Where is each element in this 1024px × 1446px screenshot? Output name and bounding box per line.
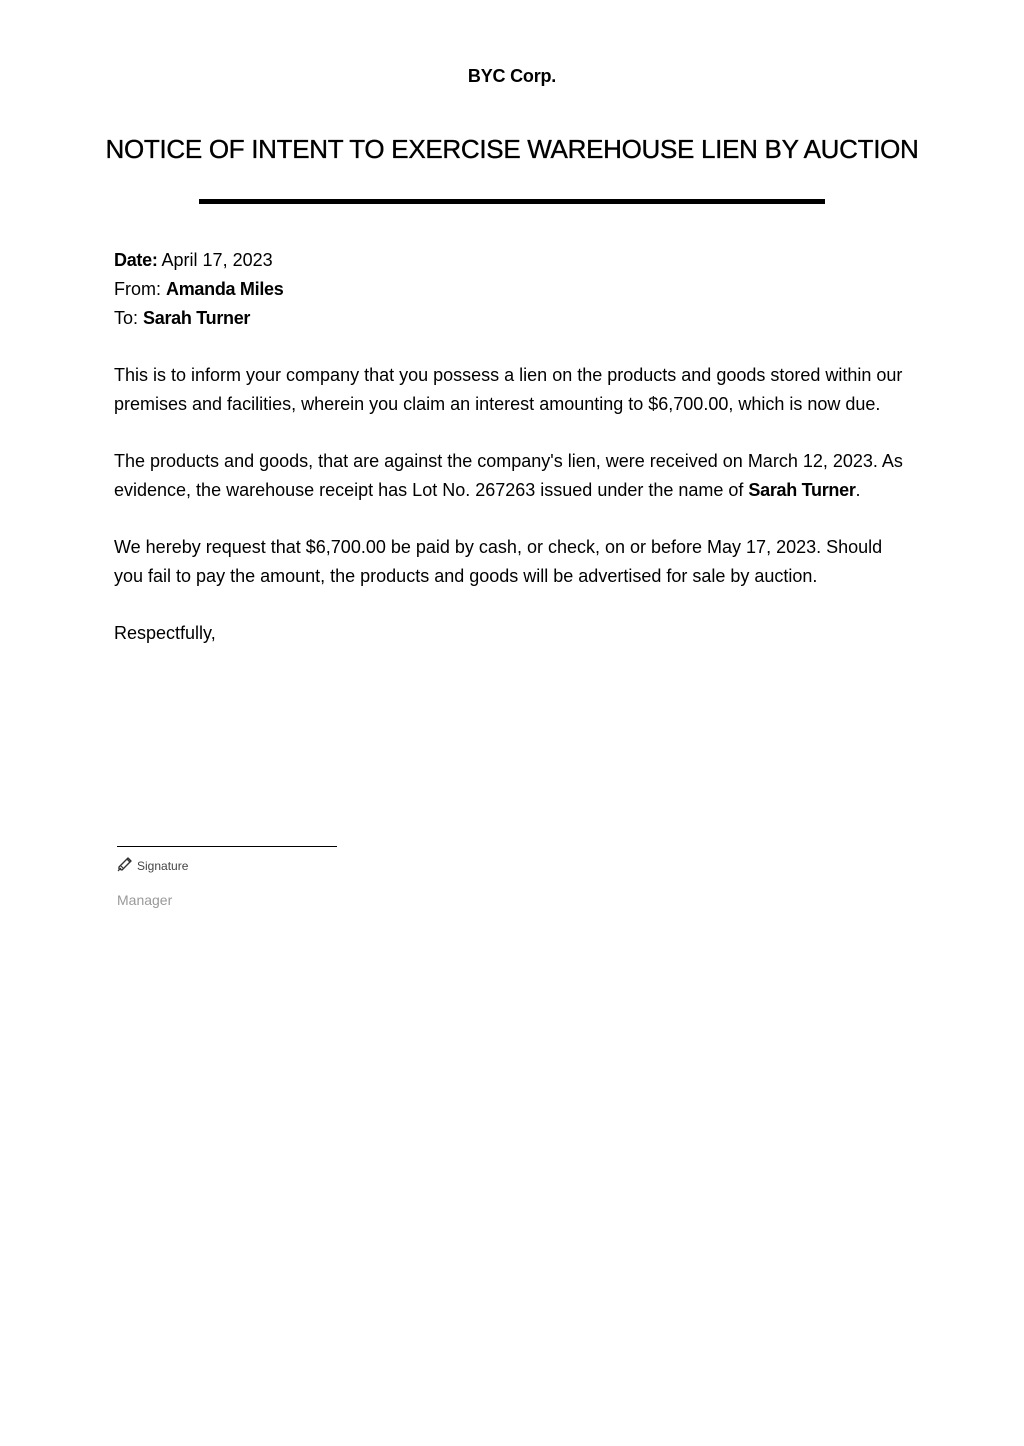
to-label: To: xyxy=(114,308,139,328)
paragraph-evidence-name: Sarah Turner xyxy=(748,480,856,500)
paragraph-lien: This is to inform your company that you possess a lien on the products and goods stored within our premises and facilities, wherein you claim an interest amounting to $6,700.00, which is now due. xyxy=(114,365,903,414)
paragraph-evidence-end: . xyxy=(855,480,861,500)
paragraph-request: We hereby request that $6,700.00 be paid by cash, or check, on or before May 17, 2023. Should you fail to pay the amount, the products and goods will be advertised for sale by auction. xyxy=(114,537,883,586)
signature-line xyxy=(117,846,337,847)
to-line xyxy=(114,304,914,333)
from-line xyxy=(114,275,914,304)
letter-body xyxy=(114,246,914,648)
date-line xyxy=(114,246,914,275)
date-label: Date: xyxy=(114,250,158,270)
paragraph-evidence-text: The products and goods, that are against the company's lien, were received on March 12, 2023. As evidence, the warehouse receipt has Lot No. 267263 issued under the name of xyxy=(114,451,903,500)
signer-role: Manager xyxy=(117,892,173,908)
document-title: NOTICE OF INTENT TO EXERCISE WAREHOUSE LIEN BY AUCTION xyxy=(105,134,919,164)
signature-field[interactable] xyxy=(117,856,188,875)
date-value: April 17, 2023 xyxy=(161,250,273,270)
signature-label: Signature xyxy=(137,858,189,873)
letter-header xyxy=(114,246,914,333)
to-value: Sarah Turner xyxy=(143,308,251,328)
closing: Respectfully, xyxy=(114,623,216,643)
title-divider xyxy=(199,199,825,204)
paragraph-evidence xyxy=(114,447,914,505)
company-name: BYC Corp. xyxy=(467,66,557,86)
from-label: From: xyxy=(114,279,161,299)
from-value: Amanda Miles xyxy=(166,279,284,299)
signature-pen-icon xyxy=(117,856,133,875)
